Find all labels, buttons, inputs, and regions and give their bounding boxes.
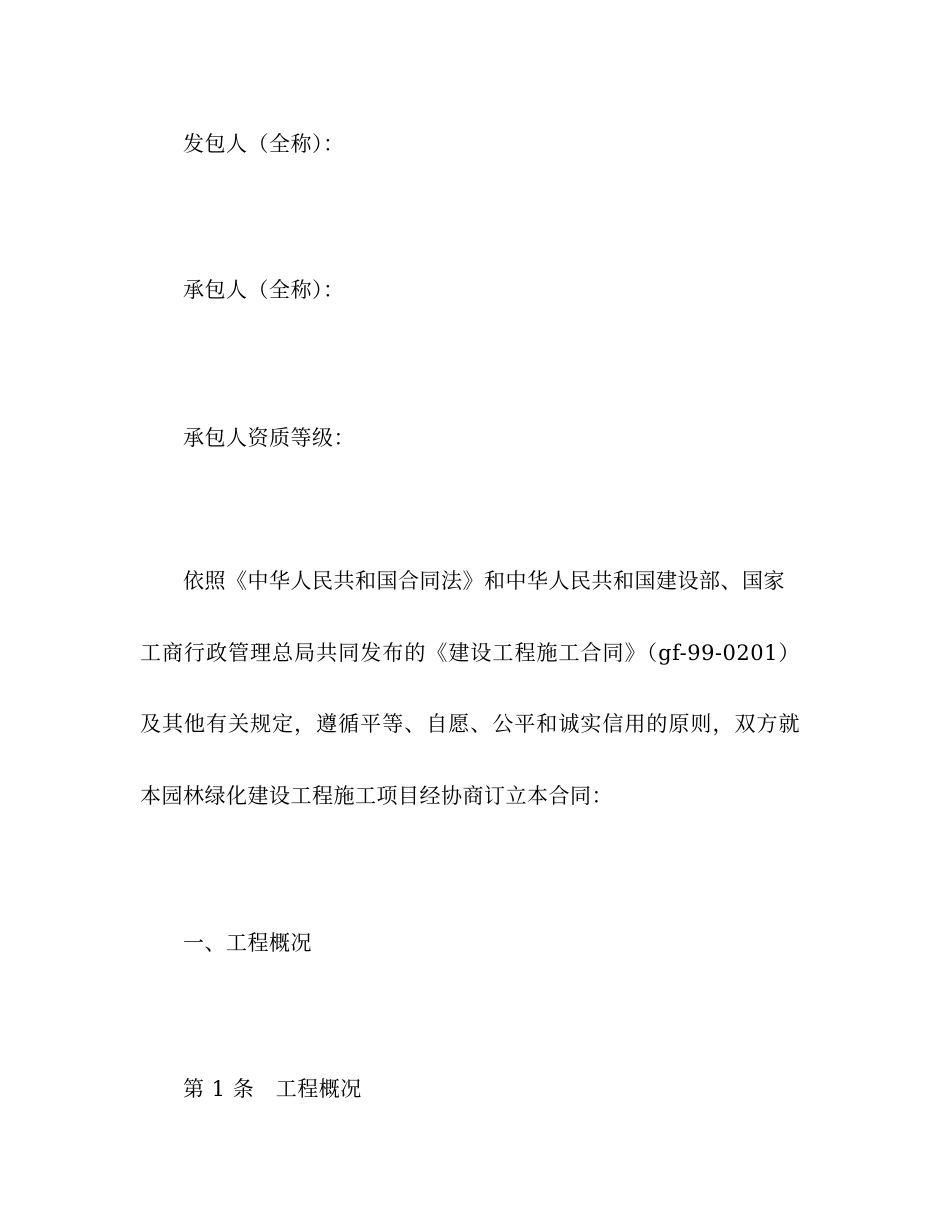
preamble-line-1: 依照《中华人民共和国合同法》和中华人民共和国建设部、国家 — [183, 569, 785, 593]
section-heading: 一、工程概况 — [183, 931, 312, 955]
preamble-line-4: 本园林绿化建设工程施工项目经协商订立本合同： — [140, 784, 613, 808]
employer-full-name-label: 发包人（全称）： — [183, 132, 345, 156]
preamble-line-2: 工商行政管理总局共同发布的《建设工程施工合同》（gf-99-0201） — [140, 641, 800, 665]
contractor-qualification-label: 承包人资质等级： — [183, 426, 355, 450]
contractor-full-name-label: 承包人（全称）： — [183, 278, 345, 302]
preamble-line-3: 及其他有关规定，遵循平等、自愿、公平和诚实信用的原则，双方就 — [140, 712, 800, 736]
article-heading: 第 1 条 工程概况 — [183, 1077, 362, 1101]
